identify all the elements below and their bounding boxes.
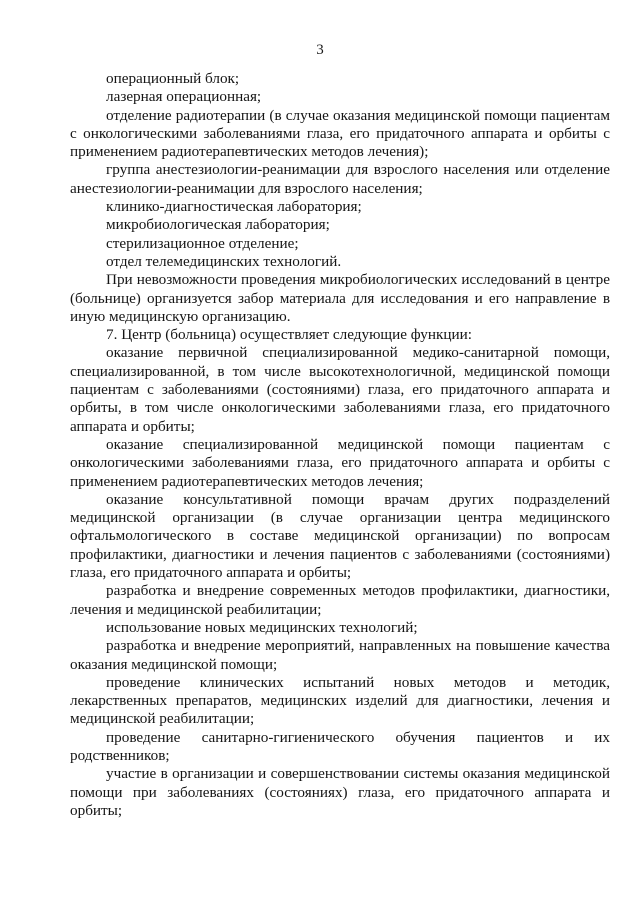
paragraph-quality-improvement: разработка и внедрение мероприятий, направленных на повышение качества оказания медицинской помощи; bbox=[70, 637, 610, 673]
paragraph-specialized-care: оказание первичной специализированной медико-санитарной помощи, специализированной, в том числе высокотехнологичной, медицинской помощи пациентам с заболеваниями (состояниями) глаза, его придаточного аппарата и орбиты, в том числе онкологическими заболеваниями глаза, его придаточного аппарата и орбиты; bbox=[70, 344, 610, 435]
paragraph-care-system-participation: участие в организации и совершенствовании системы оказания медицинской помощи при заболеваниях (состояниях) глаза, его придаточного аппарата и орбиты; bbox=[70, 765, 610, 819]
paragraph-operating-block: операционный блок; bbox=[106, 70, 240, 87]
paragraph-sterilization-department: стерилизационное отделение; bbox=[106, 234, 299, 252]
paragraph-section-7-heading: 7. Центр (больница) осуществляет следующие функции: bbox=[106, 326, 472, 344]
paragraph-consultative-assistance: оказание консультативной помощи врачам других подразделений медицинской организации (в случае организации центра медицинского офтальмологического в составе медицинской организации) по вопросам профилактики, диагностики и лечения пациентов с заболеваниями (состояниями) глаза, его придаточного аппарата и орбиты; bbox=[70, 490, 610, 582]
paragraph-hygiene-education: проведение санитарно-гигиенического обучения пациентов и их родственников; bbox=[70, 728, 610, 764]
page-number: 3 bbox=[316, 42, 324, 58]
paragraph-anesthesiology-group: группа анестезиологии-реанимации для взрослого населения или отделение анестезиологии-реанимации для взрослого населения; bbox=[70, 161, 610, 197]
paragraph-laser-operating-room: лазерная операционная; bbox=[106, 88, 262, 106]
paragraph-clinical-lab: клинико-диагностическая лаборатория; bbox=[106, 198, 362, 216]
paragraph-microbiology-sampling: При невозможности проведения микробиологических исследований в центре (больнице) организуется забор материала для исследования и его направление в иную медицинскую организацию. bbox=[70, 271, 610, 325]
paragraph-new-technologies: использование новых медицинских технологий; bbox=[106, 618, 418, 636]
paragraph-clinical-trials: проведение клинических испытаний новых методов и методик, лекарственных препаратов, медицинских изделий для диагностики, лечения и медицинской реабилитации; bbox=[70, 673, 610, 728]
paragraph-oncology-radiotherapy-care: оказание специализированной медицинской помощи пациентам с онкологическими заболеваниями глаза, его придаточного аппарата и орбиты с применением радиотерапевтических методов лечения; bbox=[70, 435, 610, 490]
paragraph-methods-development: разработка и внедрение современных методов профилактики, диагностики, лечения и медицинской реабилитации; bbox=[70, 582, 610, 618]
paragraph-telemedicine-department: отдел телемедицинских технологий. bbox=[106, 252, 342, 270]
document-body bbox=[70, 70, 610, 820]
paragraph-radiotherapy-department: отделение радиотерапии (в случае оказания медицинской помощи пациентам с онкологическими заболеваниями глаза, его придаточного аппарата и орбиты с применением радиотерапевтических методов лечения); bbox=[70, 106, 610, 161]
paragraph-microbiology-lab: микробиологическая лаборатория; bbox=[106, 216, 330, 234]
